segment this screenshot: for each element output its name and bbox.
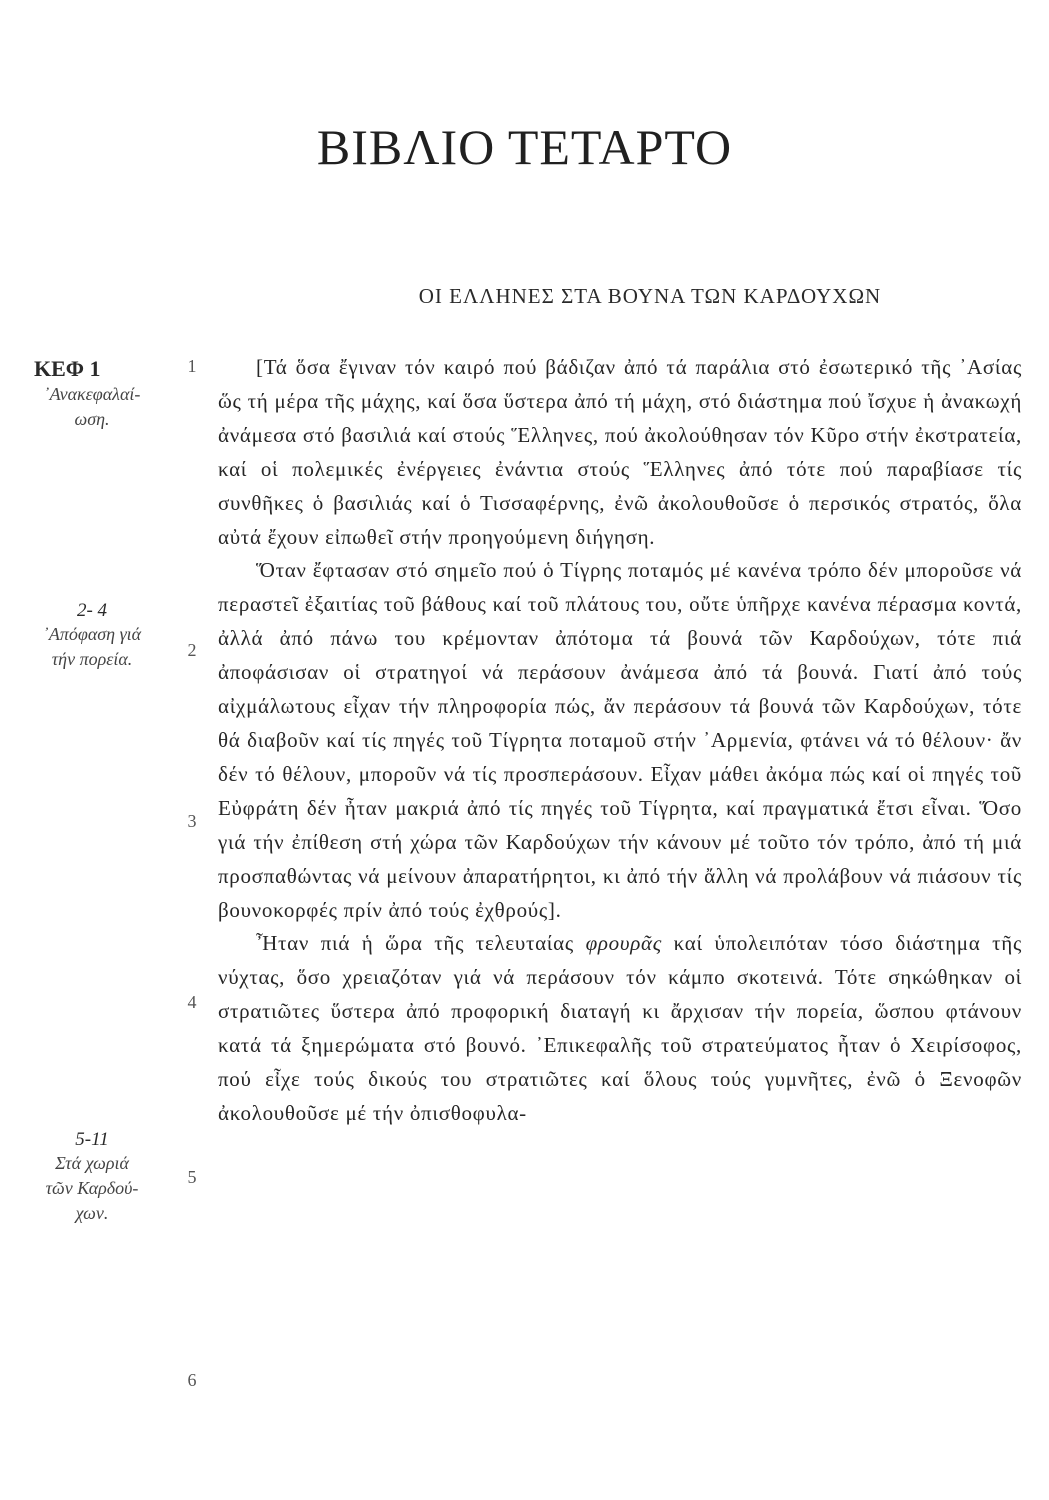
chapter-title: ΟΙ ΕΛΛΗΝΕΣ ΣΤΑ ΒΟΥΝΑ ΤΩΝ ΚΑΡΔΟΥΧΩΝ xyxy=(418,284,882,308)
section-number: 2 xyxy=(187,640,197,660)
section-number: 5 xyxy=(187,1167,197,1187)
paragraph: [Τά ὅσα ἔγιναν τόν καιρό πού βάδιζαν ἀπό τά παράλια στό ἐσωτερικό τῆς ᾿Ασίας ὥς τή μέρα τῆς μάχης, καί ὅσα ὕστερα ἀπό τή μάχη, στό διάστημα πού ἴσχυε ἡ ἀνακωχή ἀνάμεσα στό βασιλιά καί στούς Ἕλληνες, πού ἀκολούθησαν τόν Κῦρο στήν ἐκστρατεία, καί οἱ πολεμικές ἐνέργειες ἐνάντια στούς Ἕλληνες ἀπό τότε πού παραβίασε τίς συνθῆκες ὁ βασιλιάς καί ὁ Τισσαφέρνης, ἐνῶ ἀκολουθοῦσε ὁ περσικός στρατός, ὅλα αὐτά ἔχουν εἰπωθεῖ στήν προηγούμενη διήγηση. xyxy=(218,355,1022,549)
paragraph-text: καί ὑπολειπόταν τόσο διάστημα τῆς νύχτας, ὅσο χρειαζόταν γιά νά περάσουν τόν κάμπο σκοτεινά. Τότε σηκώθηκαν οἱ στρατιῶτες ὕστερα ἀπό προφορική διαταγή κι ἄρχισαν τήν πορεία, ὥσπου φτάνουν κατά τά ξημερώματα στό βουνό. ᾿Επικεφαλῆς τοῦ στρατεύματος ἦταν ὁ Χειρίσοφος, πού εἶχε τούς δικούς του στρατιῶτες καί ὅλους τούς γυμνῆτες, ἐνῶ ὁ Ξενοφῶν ἀκολουθοῦσε μέ τήν ὀπισθοφυλα- xyxy=(218,931,1023,1125)
paragraph: Ὅταν ἔφτασαν στό σημεῖο πού ὁ Τίγρης ποταμός μέ κανένα τρόπο δέν μποροῦσε νά περαστεῖ ἐξαιτίας τοῦ βάθους καί τοῦ πλάτους του, οὔτε ὑπῆρχε κανένα πέρασμα κοντά, ἀλλά ἀπό πάνω του κρέμονταν ἀπότομα τά βουνά τῶν Καρδούχων, τότε πιά ἀποφάσισαν οἱ στρατηγοί νά περάσουν ἀνάμεσα ἀπό τά βουνά. Γιατί ἀπό τούς αἰχμάλωτους εἶχαν τήν πληροφορία πώς, ἄν περάσουν τά βουνά τῶν Καρδούχων, τότε θά διαβοῦν καί τίς πηγές τοῦ Τίγρητα ποταμοῦ στήν ᾿Αρμενία, φτάνει νά τό θέλουν· ἄν δέν τό θέλουν, μποροῦν νά τίς προσπεράσουν. Εἶχαν μάθει ἀκόμα πώς καί οἱ πηγές τοῦ Εὐφράτη δέν ἦταν μακριά ἀπό τίς πηγές τοῦ Τίγρητα, καί πραγματικά ἔτσι εἶναι. Ὅσο γιά τήν ἐπίθεση στή χώρα τῶν Καρδούχων τήν κάνουν μέ τοῦτο τόν τρόπο, ἀπό τή μιά προσπαθώντας νά μείνουν ἀπαρατήρητοι, κι ἀπό τήν ἄλλη νά προλάβουν νά πιάσουν τίς βουνοκορφές πρίν ἀπό τούς ἐχθρούς]. xyxy=(218,558,1022,922)
section-number: 1 xyxy=(187,356,197,376)
chapter-caption: ᾿Ανακεφαλαί- ωση. xyxy=(43,384,141,429)
chapter-label: ΚΕΦ 1 xyxy=(34,356,101,381)
margin-block-chapter-1 xyxy=(18,356,166,432)
section-caption: ᾿Απόφαση γιά τήν πορεία. xyxy=(42,624,142,669)
paragraph xyxy=(218,927,1022,1130)
margin-block-2-4 xyxy=(18,600,166,672)
body-text xyxy=(218,351,1022,1131)
paragraph-text: Ἦταν πιά ἡ ὥρα τῆς τελευταίας xyxy=(256,931,586,956)
section-number: 6 xyxy=(187,1370,197,1390)
section-range: 2- 4 xyxy=(76,600,108,621)
book-title: ΒΙΒΛΙΟ ΤΕΤΑΡΤΟ xyxy=(316,119,733,175)
section-range: 5-11 xyxy=(75,1129,109,1150)
section-caption: Στά χωριά τῶν Καρδού- χων. xyxy=(45,1153,139,1223)
section-number: 4 xyxy=(187,992,197,1012)
emphasized-term: φρουρᾶς xyxy=(585,931,662,956)
section-number: 3 xyxy=(187,811,197,831)
margin-block-5-11 xyxy=(18,1129,166,1226)
